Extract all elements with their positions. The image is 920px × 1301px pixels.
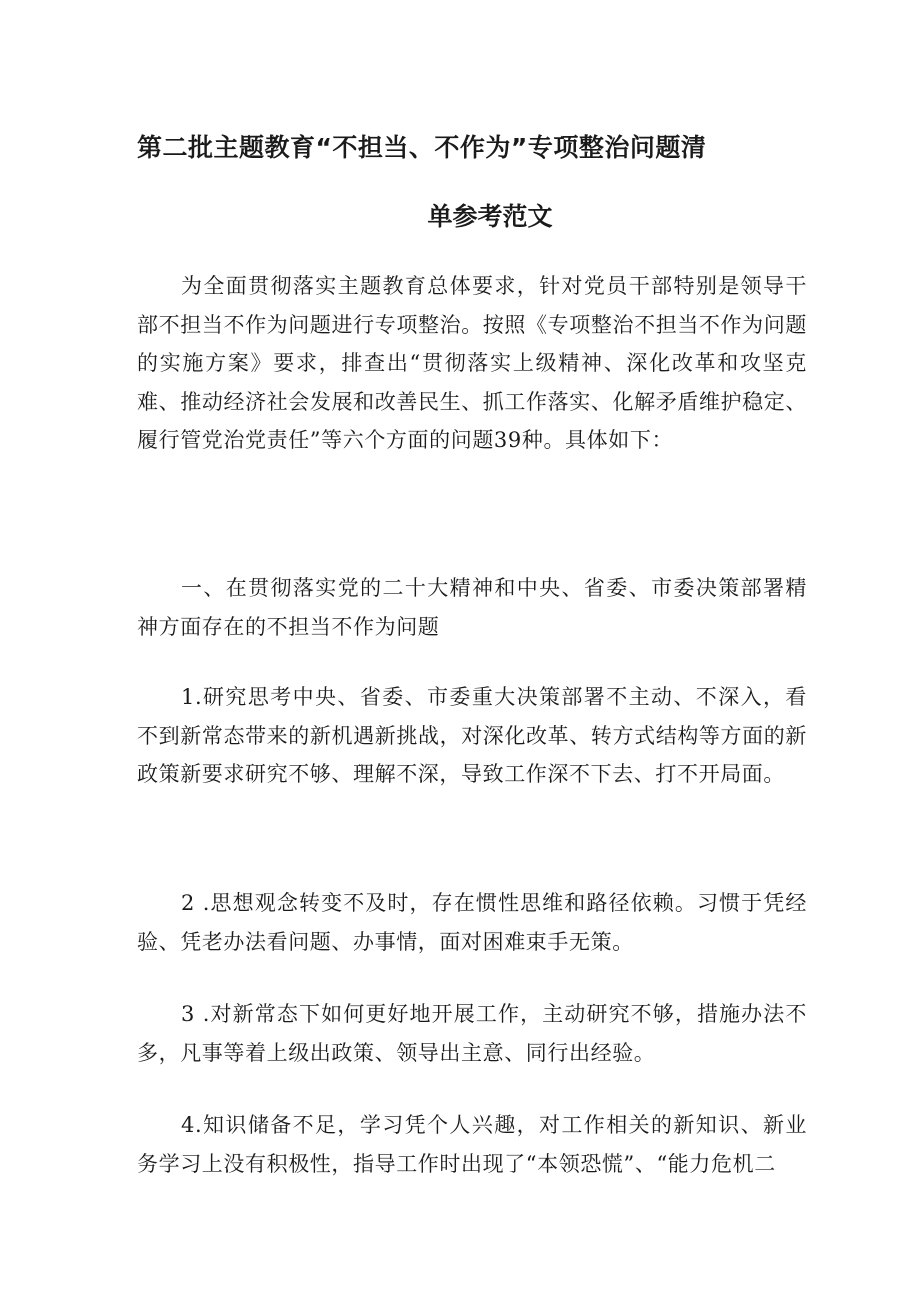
document-title-line-1: 第二批主题教育“不担当、不作为”专项整治问题清 [137, 133, 707, 162]
section-heading-1: 一、在贯彻落实党的二十大精神和中央、省委、市委决策部署精神方面存在的不担当不作为问题 [137, 576, 807, 639]
list-item-4: 4.知识储备不足，学习凭个人兴趣，对工作相关的新知识、新业务学习上没有积极性，指导工作时出现了“本领恐慌”、“能力危机二 [137, 1113, 807, 1176]
list-item-2: 2 .思想观念转变不及时，存在惯性思维和路径依赖。习惯于凭经验、凭老办法看问题、办事情，面对困难束手无策。 [137, 891, 807, 954]
list-item-1: 1.研究思考中央、省委、市委重大决策部署不主动、不深入，看不到新常态带来的新机遇新挑战，对深化改革、转方式结构等方面的新政策新要求研究不够、理解不深，导致工作深不下去、打不开局面。 [137, 685, 807, 787]
list-item-3: 3 .对新常态下如何更好地开展工作，主动研究不够，措施办法不多，凡事等着上级出政策、领导出主意、同行出经验。 [137, 1002, 807, 1065]
intro-paragraph: 为全面贯彻落实主题教育总体要求，针对党员干部特别是领导干部不担当不作为问题进行专项整治。按照《专项整治不担当不作为问题的实施方案》要求，排查出“贯彻落实上级精神、深化改革和攻坚克难、推动经济社会发展和改善民生、抓工作落实、化解矛盾维护稳定、履行管党治党责任”等六个方面的问题39种。具体如下： [137, 274, 807, 453]
document-title-line-2: 单参考范文 [427, 202, 553, 231]
